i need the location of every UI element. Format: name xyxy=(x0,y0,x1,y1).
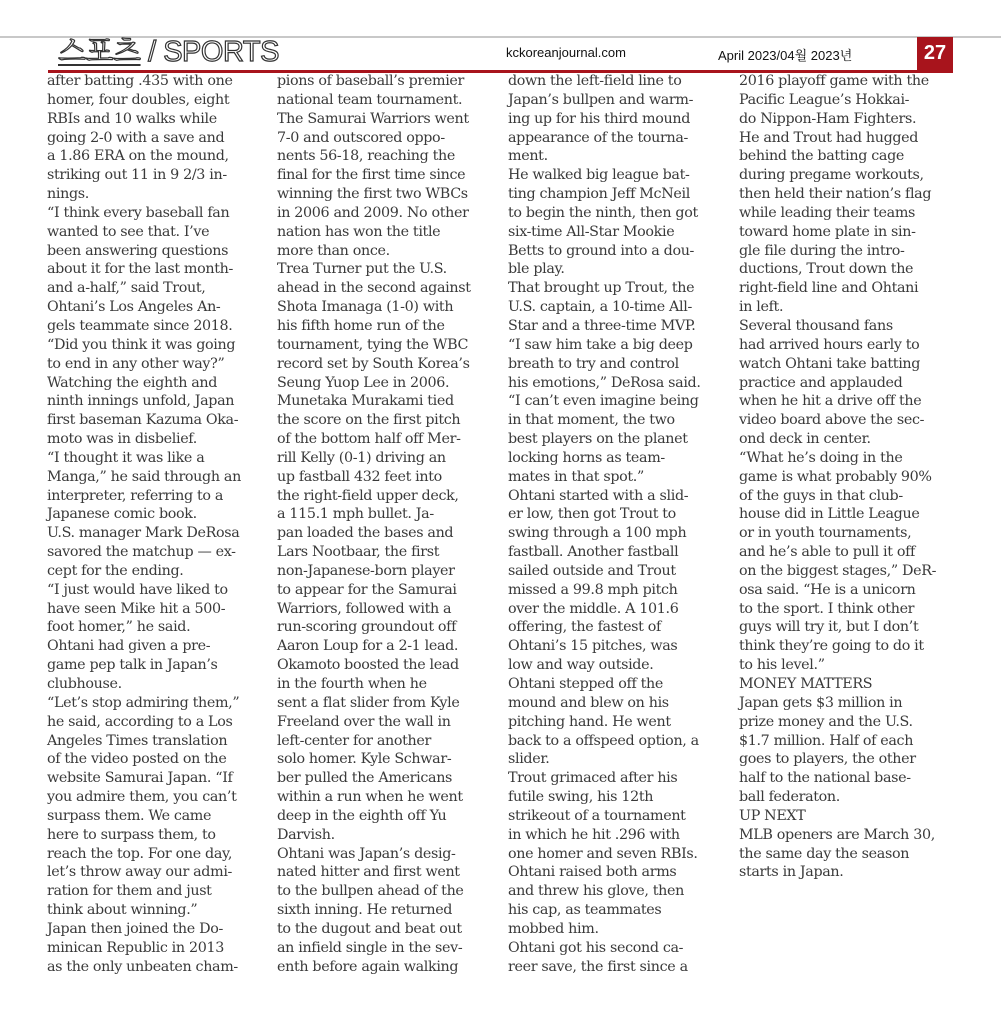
article-text-line: do Nippon-Ham Fighters. xyxy=(739,110,917,127)
article-text-line: watch Ohtani take batting xyxy=(739,355,921,372)
article-text-line: about it for the last month- xyxy=(47,261,233,278)
article-text-line: enth before again walking xyxy=(277,958,459,975)
article-text-line: nents 56-18, reaching the xyxy=(277,148,455,165)
article-text-line: and threw his glove, then xyxy=(508,883,684,900)
article-text-line: goes to players, the other xyxy=(739,751,916,768)
article-text-line: ble play. xyxy=(508,261,565,278)
article-text-line: $1.7 million. Half of each xyxy=(739,732,914,749)
article-text-line: back to a offspeed option, a xyxy=(508,732,699,749)
article-text-line: record set by South Korea’s xyxy=(277,355,470,372)
article-text-line: He and Trout had hugged xyxy=(739,129,919,146)
article-text-line: Ohtani got his second ca- xyxy=(508,939,684,956)
article-text-line: non-Japanese-born player xyxy=(277,562,455,579)
article-text-line: national team tournament. xyxy=(277,91,463,108)
article-text-line: Darvish. xyxy=(277,826,335,843)
article-text-line: in which he hit .296 with xyxy=(508,826,680,843)
article-text-line: “What he’s doing in the xyxy=(739,449,903,466)
article-text-line: surpass them. We came xyxy=(47,807,212,824)
article-text-line: osa said. “He is a unicorn xyxy=(739,581,916,598)
section-title-separator: / xyxy=(140,36,164,68)
article-text-line: an infield single in the sev- xyxy=(277,939,463,956)
article-text-line: missed a 99.8 mph pitch xyxy=(508,581,678,598)
article-text-line: Betts to ground into a dou- xyxy=(508,242,695,259)
article-text-line: offering, the fastest of xyxy=(508,619,661,636)
article-text-line: breath to try and control xyxy=(508,355,679,372)
article-text-line: Pacific League’s Hokkai- xyxy=(739,91,910,108)
article-text-line: mound and blew on his xyxy=(508,694,669,711)
article-text-line: been answering questions xyxy=(47,242,229,259)
article-text-line: ration for them and just xyxy=(47,883,212,900)
article-text-line: practice and applauded xyxy=(739,374,903,391)
article-column-1 xyxy=(47,72,272,977)
article-text-line: of the bottom half off Mer- xyxy=(277,431,461,448)
article-text-line: his fifth home run of the xyxy=(277,317,445,334)
article-text-line: ment. xyxy=(508,148,548,165)
article-text-line: er low, then got Trout to xyxy=(508,506,676,523)
article-text-line: Ohtani’s Los Angeles An- xyxy=(47,299,221,316)
article-text-line: Ohtani was Japan’s desig- xyxy=(277,845,456,862)
article-text-line: Shota Imanaga (1-0) with xyxy=(277,299,454,316)
article-text-line: winning the first two WBCs xyxy=(277,186,468,203)
article-text-line: Okamoto boosted the lead xyxy=(277,657,459,674)
article-text-line: nated hitter and first went xyxy=(277,864,460,881)
article-text-line: fastball. Another fastball xyxy=(508,544,679,561)
article-text-line: Munetaka Murakami tied xyxy=(277,393,454,410)
article-text-line: appearance of the tourna- xyxy=(508,129,688,146)
article-text-line: after batting .435 with one xyxy=(47,73,233,89)
article-text-line: low and way outside. xyxy=(508,657,654,674)
article-text-line: ductions, Trout down the xyxy=(739,261,914,278)
article-text-line: slider. xyxy=(508,751,550,768)
article-text-line: locking horns as team- xyxy=(508,449,665,466)
article-text-line: toward home plate in sin- xyxy=(739,223,916,240)
article-text-line: “I saw him take a big deep xyxy=(508,336,693,353)
article-text-line: the same day the season xyxy=(739,845,910,862)
article-text-line: ing up for his third mound xyxy=(508,110,691,127)
article-text-line: best players on the planet xyxy=(508,431,688,448)
article-text-line: Several thousand fans xyxy=(739,317,893,334)
article-text-line: striking out 11 in 9 2/3 in- xyxy=(47,167,227,184)
article-text-line: think they’re going to do it xyxy=(739,638,924,655)
article-text-line: swing through a 100 mph xyxy=(508,525,687,542)
article-text-line: ahead in the second against xyxy=(277,280,471,297)
article-column-4 xyxy=(739,72,964,882)
article-text-line: pan loaded the bases and xyxy=(277,525,454,542)
article-text-line: ball federaton. xyxy=(739,789,840,806)
article-text-line: ber pulled the Americans xyxy=(277,770,453,787)
article-text-line: up fastball 432 feet into xyxy=(277,468,442,485)
article-text-line: on the biggest stages,” DeR- xyxy=(739,562,937,579)
article-text-line: let’s throw away our admi- xyxy=(47,864,233,881)
article-text-line: Star and a three-time MVP. xyxy=(508,317,696,334)
article-text-line: That brought up Trout, the xyxy=(508,280,695,297)
article-text-line: sent a flat slider from Kyle xyxy=(277,694,460,711)
article-text-line: his emotions,” DeRosa said. xyxy=(508,374,701,391)
article-text-line: Seung Yuop Lee in 2006. xyxy=(277,374,450,391)
article-text-line: nings. xyxy=(47,186,89,203)
article-text-line: of the video posted on the xyxy=(47,751,227,768)
article-text-line: six-time All-Star Mookie xyxy=(508,223,675,240)
article-text-line: of the guys in that club- xyxy=(739,487,903,504)
article-text-line: minican Republic in 2013 xyxy=(47,939,224,956)
article-text-line: think about winning.” xyxy=(47,902,198,919)
article-text-line: Angeles Times translation xyxy=(47,732,228,749)
article-text-line: Trea Turner put the U.S. xyxy=(277,261,447,278)
article-text-line: sailed outside and Trout xyxy=(508,562,676,579)
article-text-line: ninth innings unfold, Japan xyxy=(47,393,235,410)
page-number-badge: 27 xyxy=(917,37,953,70)
article-text-line: Warriors, followed with a xyxy=(277,600,452,617)
article-text-line: a 115.1 mph bullet. Ja- xyxy=(277,506,434,523)
article-text-line: game pep talk in Japan’s xyxy=(47,657,218,674)
article-text-line: over the middle. A 101.6 xyxy=(508,600,679,617)
article-text-line: gle file during the intro- xyxy=(739,242,905,259)
article-text-line: half to the national base- xyxy=(739,770,911,787)
article-text-line: to the sport. I think other xyxy=(739,600,915,617)
article-text-line: 7-0 and outscored oppo- xyxy=(277,129,445,146)
article-text-line: UP NEXT xyxy=(739,807,806,824)
article-text-line: reer save, the first since a xyxy=(508,958,688,975)
article-text-line: a 1.86 ERA on the mound, xyxy=(47,148,229,165)
article-text-line: game is what probably 90% xyxy=(739,468,932,485)
article-text-line: rill Kelly (0-1) driving an xyxy=(277,449,446,466)
article-text-line: and he’s able to pull it off xyxy=(739,544,915,561)
article-text-line: clubhouse. xyxy=(47,676,122,692)
article-text-line: guys will try it, but I don’t xyxy=(739,619,919,636)
article-text-line: He walked big league bat- xyxy=(508,167,690,184)
article-text-line: or in youth tournaments, xyxy=(739,525,912,542)
article-text-line: house did in Little League xyxy=(739,506,920,523)
article-text-line: mobbed him. xyxy=(508,920,599,937)
article-text-line: to appear for the Samurai xyxy=(277,581,457,598)
article-text-line: right-field line and Ohtani xyxy=(739,280,919,297)
article-text-line: futile swing, his 12th xyxy=(508,789,654,806)
article-text-line: Japanese comic book. xyxy=(47,506,197,523)
article-text-line: tournament, tying the WBC xyxy=(277,336,469,353)
article-text-line: Japan’s bullpen and warm- xyxy=(508,91,694,108)
article-text-line: to the dugout and beat out xyxy=(277,920,462,937)
article-text-line: had arrived hours early to xyxy=(739,336,920,353)
article-text-line: as the only unbeaten cham- xyxy=(47,958,238,975)
article-text-line: MLB openers are March 30, xyxy=(739,826,935,843)
article-text-line: run-scoring groundout off xyxy=(277,619,457,636)
article-text-line: Lars Nootbaar, the first xyxy=(277,544,440,561)
article-text-line: ond deck in center. xyxy=(739,431,871,448)
article-text-line: in 2006 and 2009. No other xyxy=(277,204,469,221)
article-text-line: to his level.” xyxy=(739,657,825,674)
article-text-line: the score on the first pitch xyxy=(277,412,461,429)
article-text-line: nation has won the title xyxy=(277,223,441,240)
article-text-line: to the bullpen ahead of the xyxy=(277,883,464,900)
article-text-line: “Let’s stop admiring them,” xyxy=(47,694,240,711)
article-text-line: reach the top. For one day, xyxy=(47,845,233,862)
article-text-line: “I think every baseball fan xyxy=(47,204,230,221)
article-text-line: Ohtani stepped off the xyxy=(508,676,663,692)
article-text-line: “I thought it was like a xyxy=(47,449,205,466)
issue-date: April 2023/04월 2023년 xyxy=(718,48,853,63)
article-text-line: “I just would have liked to xyxy=(47,581,228,598)
article-text-line: one homer and seven RBIs. xyxy=(508,845,698,862)
article-text-line: in left. xyxy=(739,299,784,316)
article-text-line: U.S. captain, a 10-time All- xyxy=(508,299,692,316)
article-text-line: Trout grimaced after his xyxy=(508,770,678,787)
article-text-line: when he hit a drive off the xyxy=(739,393,922,410)
article-text-line: sixth inning. He returned xyxy=(277,902,453,919)
article-text-line: Japan then joined the Do- xyxy=(47,920,223,937)
article-text-line: Ohtani raised both arms xyxy=(508,864,677,881)
article-text-line: homer, four doubles, eight xyxy=(47,91,230,108)
article-text-line: first baseman Kazuma Oka- xyxy=(47,412,239,429)
article-text-line: behind the batting cage xyxy=(739,148,904,165)
article-text-line: Aaron Loup for a 2-1 lead. xyxy=(277,638,459,655)
article-text-line: foot homer,” he said. xyxy=(47,619,191,636)
article-text-line: Manga,” he said through an xyxy=(47,468,241,485)
article-text-line: to begin the ninth, then got xyxy=(508,204,698,221)
article-text-line: “Did you think it was going xyxy=(47,336,236,353)
article-text-line: Ohtani’s 15 pitches, was xyxy=(508,638,678,655)
article-text-line: interpreter, referring to a xyxy=(47,487,223,504)
article-text-line: in that moment, the two xyxy=(508,412,675,429)
article-text-line: deep in the eighth off Yu xyxy=(277,807,447,824)
article-text-line: have seen Mike hit a 500- xyxy=(47,600,226,617)
article-text-line: video board above the sec- xyxy=(739,412,925,429)
article-text-line: left-center for another xyxy=(277,732,431,749)
article-text-line: strikeout of a tournament xyxy=(508,807,686,824)
article-text-line: website Samurai Japan. “If xyxy=(47,770,233,787)
article-text-line: gels teammate since 2018. xyxy=(47,317,233,334)
article-text-line: going 2-0 with a save and xyxy=(47,129,225,146)
article-text-line: then held their nation’s flag xyxy=(739,186,932,203)
article-text-line: MONEY MATTERS xyxy=(739,676,873,692)
article-text-line: prize money and the U.S. xyxy=(739,713,913,730)
article-text-line: “I can’t even imagine being xyxy=(508,393,699,410)
article-column-2 xyxy=(277,72,502,977)
article-text-line: RBIs and 10 walks while xyxy=(47,110,217,127)
article-text-line: cept for the ending. xyxy=(47,562,184,579)
article-text-line: U.S. manager Mark DeRosa xyxy=(47,525,240,542)
article-text-line: Ohtani had given a pre- xyxy=(47,638,211,655)
article-text-line: solo homer. Kyle Schwar- xyxy=(277,751,452,768)
website-url: kckoreanjournal.com xyxy=(506,45,626,60)
article-column-3 xyxy=(508,72,733,977)
article-text-line: and a-half,” said Trout, xyxy=(47,280,206,297)
article-text-line: during pregame workouts, xyxy=(739,167,924,184)
article-text-line: while leading their teams xyxy=(739,204,916,221)
article-text-line: the right-field upper deck, xyxy=(277,487,459,504)
article-text-line: wanted to see that. I’ve xyxy=(47,223,210,240)
article-text-line: Ohtani started with a slid- xyxy=(508,487,689,504)
section-title-english: SPORTS xyxy=(163,36,279,68)
article-text-line: he said, according to a Los xyxy=(47,713,233,730)
article-text-line: here to surpass them, to xyxy=(47,826,216,843)
article-text-line: Watching the eighth and xyxy=(47,374,218,391)
article-text-line: ting champion Jeff McNeil xyxy=(508,186,690,203)
article-text-line: starts in Japan. xyxy=(739,864,844,881)
article-text-line: moto was in disbelief. xyxy=(47,431,197,448)
article-text-line: final for the first time since xyxy=(277,167,466,184)
article-text-line: within a run when he went xyxy=(277,789,463,806)
article-text-line: Japan gets $3 million in xyxy=(739,694,903,711)
article-text-line: 2016 playoff game with the xyxy=(739,73,929,89)
section-title-korean: 스포츠 xyxy=(58,36,141,68)
article-text-line: pitching hand. He went xyxy=(508,713,671,730)
article-text-line: The Samurai Warriors went xyxy=(277,110,469,127)
article-text-line: to end in any other way?” xyxy=(47,355,225,372)
article-text-line: more than once. xyxy=(277,242,390,259)
article-text-line: you admire them, you can’t xyxy=(47,789,237,806)
article-text-line: pions of baseball’s premier xyxy=(277,73,465,89)
article-text-line: mates in that spot.” xyxy=(508,468,644,485)
article-text-line: savored the matchup — ex- xyxy=(47,544,236,561)
section-title xyxy=(58,35,279,69)
article-text-line: in the fourth when he xyxy=(277,676,427,692)
article-text-line: his cap, as teammates xyxy=(508,902,662,919)
article-text-line: down the left-field line to xyxy=(508,73,682,89)
article-text-line: Freeland over the wall in xyxy=(277,713,451,730)
